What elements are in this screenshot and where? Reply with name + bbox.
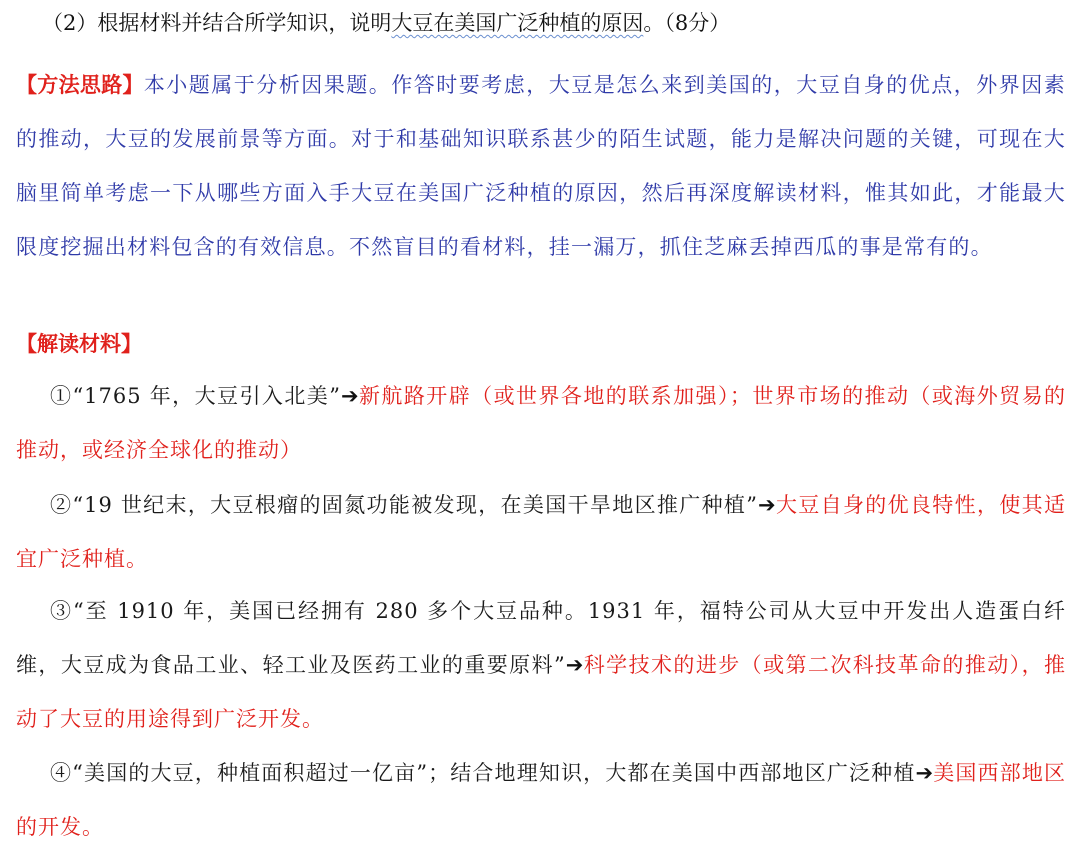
reading-tag: 【解读材料】	[16, 332, 142, 356]
arrow-icon: ➔	[915, 761, 934, 785]
item-number: ③	[50, 599, 73, 623]
item-quote: “1765 年，大豆引入北美”	[72, 384, 341, 408]
arrow-icon: ➔	[340, 384, 359, 408]
method-tag: 【方法思路】	[16, 73, 144, 97]
item-quote: “19 世纪末，大豆根瘤的固氮功能被发现，在美国干旱地区推广种植”	[72, 493, 758, 517]
question-line	[42, 8, 730, 38]
question-underlined-text: 大豆在美国广泛种植的原因	[391, 11, 644, 35]
item-number: ①	[50, 384, 73, 408]
method-text: 本小题属于分析因果题。作答时要考虑，大豆是怎么来到美国的，大豆自身的优点，外界因素的推动，大豆的发展前景等方面。对于和基础知识联系甚少的陌生试题，能力是解决问题的关键，可现在大脑里简单考虑一下从哪些方面入手大豆在美国广泛种植的原因，然后再深度解读材料，惟其如此，才能最大限度挖掘出材料包含的有效信息。不然盲目的看材料，挂一漏万，抓住芝麻丢掉西瓜的事是常有的。	[16, 73, 1067, 259]
reading-item-1	[16, 369, 1066, 477]
item-quote: “至 1910 年，美国已经拥有 280 多个大豆品种。1931 年，福特公司从大豆中开发出人造蛋白纤维，大豆成为食品工业、轻工业及医药工业的重要原料”	[16, 599, 1066, 677]
item-number: ④	[50, 761, 73, 785]
item-answer: 新航路开辟（或世界各地的联系加强）；世界市场的推动（或海外贸易的推动，或经济全球化的推动）	[16, 384, 1067, 462]
item-answer: 美国西部地区的开发。	[16, 761, 1067, 839]
reading-heading	[16, 327, 142, 361]
item-number: ②	[50, 493, 73, 517]
item-answer: 大豆自身的优良特性，使其适宜广泛种植。	[16, 493, 1066, 571]
question-text-before: （2）根据材料并结合所学知识，说明	[42, 11, 392, 35]
reading-item-4	[16, 746, 1066, 854]
method-paragraph	[16, 58, 1066, 274]
arrow-icon: ➔	[758, 493, 776, 517]
arrow-icon: ➔	[565, 653, 584, 677]
reading-item-3	[16, 584, 1066, 746]
item-answer: 科学技术的进步（或第二次科技革命的推动），推动了大豆的用途得到广泛开发。	[16, 653, 1067, 731]
reading-item-2	[16, 478, 1066, 586]
item-quote: “美国的大豆，种植面积超过一亿亩”；结合地理知识，大都在美国中西部地区广泛种植	[72, 761, 916, 785]
question-text-after: 。（8分）	[643, 11, 731, 35]
